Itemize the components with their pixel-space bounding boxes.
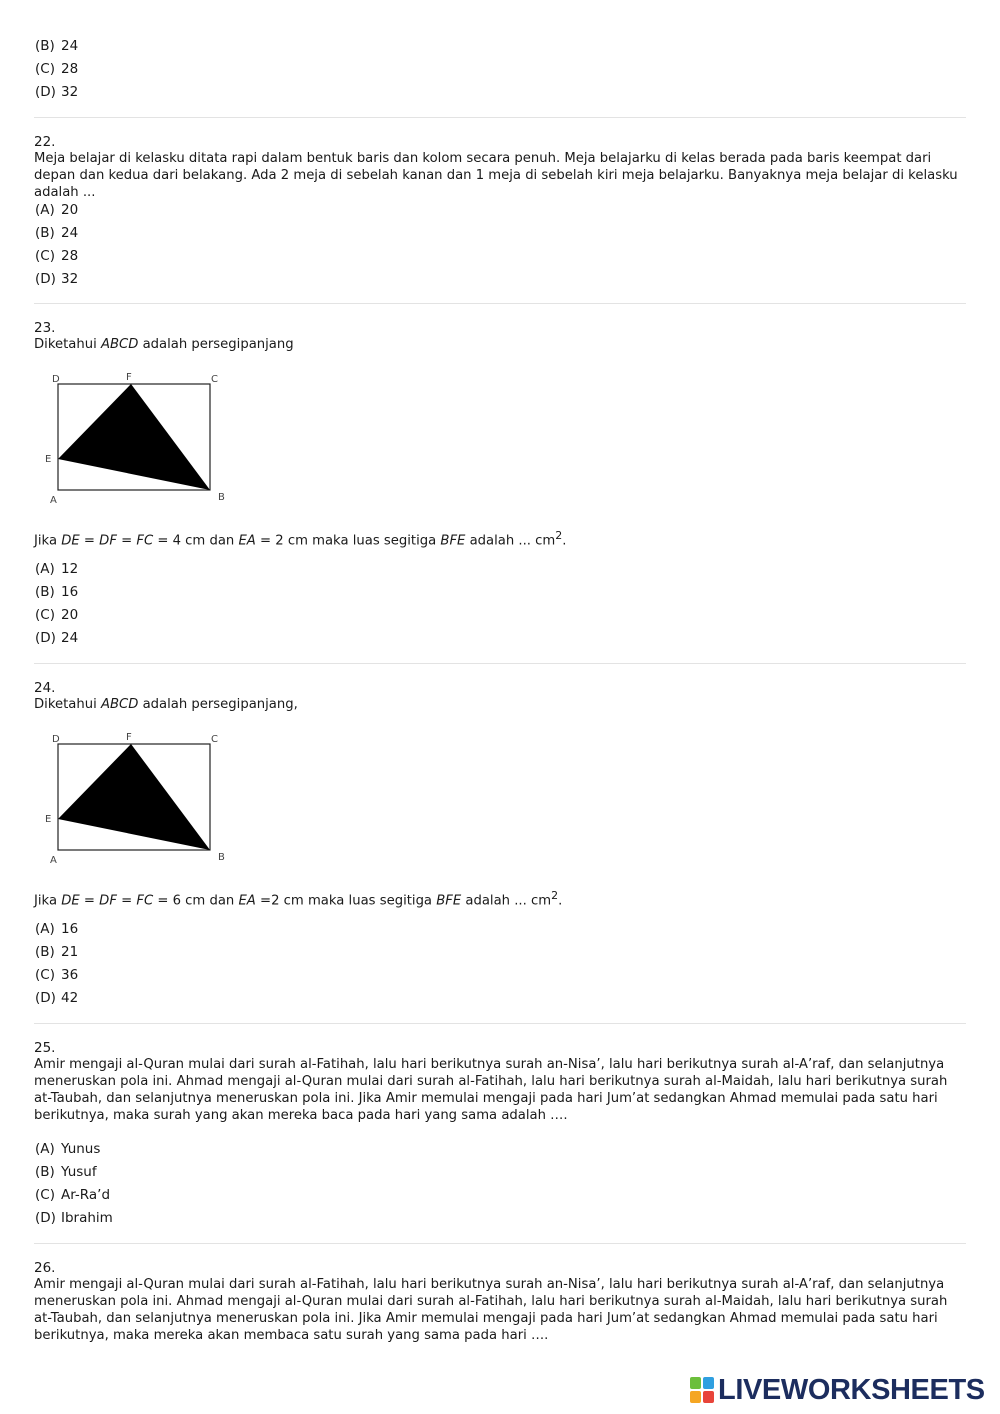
option-q23-a[interactable]: (A) 12 [35, 561, 79, 577]
question-text-24: Jika DE = DF = FC = 6 cm dan EA =2 cm maka luas segitiga BFE adalah ... $cm^2$. [34, 889, 563, 909]
option-q25-c[interactable]: (C) Ar-Ra’d [35, 1187, 111, 1203]
liveworksheets-logo [690, 1371, 985, 1409]
question-number-22: 22. [34, 134, 56, 150]
option-q23-d[interactable]: (D) 24 [35, 630, 79, 646]
label-f: F [126, 372, 132, 383]
question-number-25: 25. [34, 1040, 56, 1056]
logo-text: LIVEWORKSHEETS [718, 1373, 985, 1406]
option-q25-b[interactable]: (B) Yusuf [35, 1164, 97, 1180]
question-text-23: Jika DE = DF = FC = 4 cm dan EA = 2 cm maka luas segitiga BFE adalah ... $cm^2$. [34, 529, 567, 549]
triangle-bfe [58, 384, 210, 490]
label-c: C [211, 734, 218, 745]
label-e: E [45, 454, 52, 465]
label-d: D [52, 734, 60, 745]
separator [34, 1023, 966, 1024]
option-q21-d[interactable]: (D) 32 [35, 84, 79, 100]
separator [34, 663, 966, 664]
option-q22-b[interactable]: (B) 24 [35, 225, 79, 241]
separator [34, 117, 966, 118]
question-number-26: 26. [34, 1260, 56, 1276]
question-text-26: Amir mengaji al-Quran mulai dari surah al-Fatihah, lalu hari berikutnya surah an-Nisa’, lalu hari berikutnya surah al-A’raf, dan selanjutnya meneruskan pola ini. Ahmad mengaji al-Quran mulai dari surah al-Fatihah, lalu hari berikutnya surah al-Maidah, lalu hari berikutnya surah at-Taubah, dan selanjutnya meneruskan pola ini. Jika Amir memulai mengaji pada hari Jum’at sedangkan Ahmad memulai pada satu hari berikutnya, maka mereka akan membaca satu surah yang sama pada hari …. [34, 1277, 948, 1343]
option-q25-d[interactable]: (D) Ibrahim [35, 1210, 113, 1226]
rectangle-triangle-figure-23 [40, 365, 240, 510]
logo-blocks-icon [690, 1377, 714, 1403]
triangle-bfe [58, 744, 210, 850]
option-q22-d[interactable]: (D) 32 [35, 271, 79, 287]
label-e: E [45, 814, 52, 825]
question-intro-24: Diketahui ABCD adalah persegipanjang, [34, 697, 298, 712]
option-q24-a[interactable]: (A) 16 [35, 921, 79, 937]
option-q22-a[interactable]: (A) 20 [35, 202, 79, 218]
question-text-22: Meja belajar di kelasku ditata rapi dalam bentuk baris dan kolom secara penuh. Meja belajarku di kelas berada pada baris keempat dari depan dan kedua dari belakang. Ada 2 meja di sebelah kanan dan 1 meja di sebelah kiri meja belajarku. Banyaknya meja belajar di kelasku adalah ... [34, 151, 958, 200]
question-intro-23: Diketahui ABCD adalah persegipanjang [34, 337, 294, 352]
question-number-23: 23. [34, 320, 56, 336]
label-a: A [50, 855, 57, 866]
label-c: C [211, 374, 218, 385]
option-q22-c[interactable]: (C) 28 [35, 248, 79, 264]
rectangle-triangle-figure-24 [40, 725, 240, 870]
label-a: A [50, 495, 57, 506]
label-f: F [126, 732, 132, 743]
separator [34, 303, 966, 304]
option-q25-a[interactable]: (A) Yunus [35, 1141, 101, 1157]
question-text-25: Amir mengaji al-Quran mulai dari surah al-Fatihah, lalu hari berikutnya surah an-Nisa’, lalu hari berikutnya surah al-A’raf, dan selanjutnya meneruskan pola ini. Ahmad mengaji al-Quran mulai dari surah al-Fatihah, lalu hari berikutnya surah al-Maidah, lalu hari berikutnya surah at-Taubah, dan selanjutnya meneruskan pola ini. Jika Amir memulai mengaji pada hari Jum’at sedangkan Ahmad memulai pada satu hari berikutnya, maka surah yang akan mereka baca pada hari yang sama adalah …. [34, 1057, 948, 1123]
label-b: B [218, 852, 225, 863]
label-d: D [52, 374, 60, 385]
option-q24-c[interactable]: (C) 36 [35, 967, 79, 983]
separator [34, 1243, 966, 1244]
option-q21-b[interactable]: (B) 24 [35, 38, 79, 54]
option-q24-d[interactable]: (D) 42 [35, 990, 79, 1006]
option-q24-b[interactable]: (B) 21 [35, 944, 79, 960]
label-b: B [218, 492, 225, 503]
option-q23-b[interactable]: (B) 16 [35, 584, 79, 600]
option-q21-c[interactable]: (C) 28 [35, 61, 79, 77]
option-q23-c[interactable]: (C) 20 [35, 607, 79, 623]
question-number-24: 24. [34, 680, 56, 696]
